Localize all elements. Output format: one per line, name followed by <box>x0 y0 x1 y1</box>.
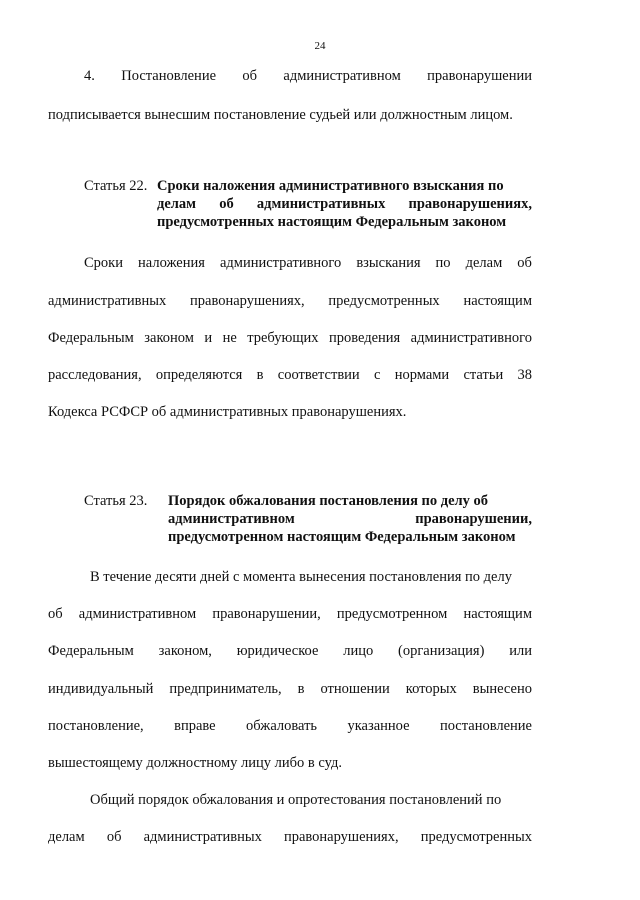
word: правонарушениях, <box>408 196 532 212</box>
word: делам <box>157 196 197 212</box>
word: или <box>509 643 532 659</box>
word: делам <box>48 829 85 845</box>
article-22-body-line-4 <box>48 365 532 385</box>
word: (организация) <box>398 643 485 659</box>
word: постановление <box>439 718 532 734</box>
word: предприниматель, <box>169 681 282 697</box>
word: предусмотренных <box>420 829 532 845</box>
word: и <box>204 330 213 346</box>
word: не <box>222 330 237 346</box>
word: соответствии <box>277 367 360 383</box>
article-23-body-line-5 <box>48 716 532 736</box>
article-23-title-line-2 <box>168 510 532 528</box>
word: Сроки <box>84 255 123 271</box>
word: указанное <box>347 718 410 734</box>
word: с <box>373 367 381 383</box>
word: статьи <box>463 367 504 383</box>
article-22-title-line-2 <box>157 195 532 213</box>
article-23-body-line-1: В течение десяти дней с момента вынесения постановления по делу <box>90 569 512 585</box>
article-22-title-line-3: предусмотренных настоящим Федеральным законом <box>157 214 507 230</box>
paragraph-4-line-2: подписывается вынесшим постановление судьей или должностным лицом. <box>48 107 513 123</box>
word: об <box>106 829 122 845</box>
article-23-title-line-1: Порядок обжалования постановления по делу об <box>168 493 489 509</box>
article-23-body-line-4 <box>48 679 532 699</box>
word: административном <box>168 511 295 527</box>
word: правонарушениях, <box>190 293 305 309</box>
word: по <box>435 255 451 271</box>
word: Постановление <box>121 68 217 84</box>
word: проведения <box>328 330 401 346</box>
article-23-body-line-6: вышестоящему должностному лицу либо в суд. <box>48 755 342 771</box>
word: нормами <box>394 367 450 383</box>
word: наложения <box>138 255 205 271</box>
word: законом <box>144 330 194 346</box>
word: законом, <box>158 643 212 659</box>
article-22-body-line-2 <box>48 291 532 311</box>
word: вынесено <box>472 681 532 697</box>
word: предусмотренных <box>328 293 440 309</box>
article-22-label: Статья 22. <box>84 178 148 194</box>
word: делам <box>465 255 503 271</box>
word: юридическое <box>236 643 319 659</box>
word: правонарушении <box>427 68 532 84</box>
word: определяются <box>155 367 243 383</box>
word: административных <box>256 196 386 212</box>
article-23-body-line-3 <box>48 641 532 661</box>
article-22-heading <box>84 177 532 237</box>
word: в <box>256 367 264 383</box>
word: Федеральным <box>48 643 134 659</box>
word: правонарушении, <box>415 511 532 527</box>
word: индивидуальный <box>48 681 154 697</box>
word: административного <box>410 330 532 346</box>
word: которых <box>405 681 457 697</box>
word: Федеральным <box>48 330 134 346</box>
word: настоящим <box>463 293 532 309</box>
word: постановление, <box>48 718 144 734</box>
word: в <box>297 681 305 697</box>
article-23-title-line-3: предусмотренном настоящим Федеральным законом <box>168 529 516 545</box>
article-23-body2-line-1: Общий порядок обжалования и опротестования постановлений по <box>90 792 502 808</box>
word: обжаловать <box>246 718 318 734</box>
word: правонарушениях, <box>283 829 399 845</box>
word: административном <box>283 68 401 84</box>
word: вправе <box>174 718 216 734</box>
word: правонарушении, <box>212 606 321 622</box>
word: настоящим <box>463 606 532 622</box>
article-23-body2-line-2 <box>48 827 532 847</box>
word: 38 <box>517 367 532 383</box>
page-number: 24 <box>314 40 326 52</box>
article-22-body-line-3 <box>48 328 532 348</box>
word: об <box>48 606 63 622</box>
word: расследования, <box>48 367 142 383</box>
word: отношении <box>320 681 390 697</box>
word: 4. <box>84 68 95 84</box>
article-22-body-line-1 <box>84 253 532 273</box>
word: административного <box>219 255 342 271</box>
article-22-body-line-5: Кодекса РСФСР об административных правонарушениях. <box>48 404 407 420</box>
word: взыскания <box>356 255 421 271</box>
word: об <box>242 68 258 84</box>
word: административном <box>78 606 197 622</box>
word: об <box>219 196 234 212</box>
article-23-label: Статья 23. <box>84 493 148 509</box>
article-22-title-line-1: Сроки наложения административного взыскания по <box>157 178 504 194</box>
word: об <box>517 255 532 271</box>
article-23-body-line-2 <box>48 604 532 624</box>
word: лицо <box>343 643 374 659</box>
article-23-title <box>168 492 532 546</box>
paragraph-4-line-1 <box>84 66 532 86</box>
word: административных <box>48 293 167 309</box>
article-22-title <box>157 177 532 231</box>
article-23-heading <box>84 492 532 552</box>
word: предусмотренном <box>336 606 448 622</box>
word: требующих <box>247 330 319 346</box>
word: административных <box>143 829 262 845</box>
